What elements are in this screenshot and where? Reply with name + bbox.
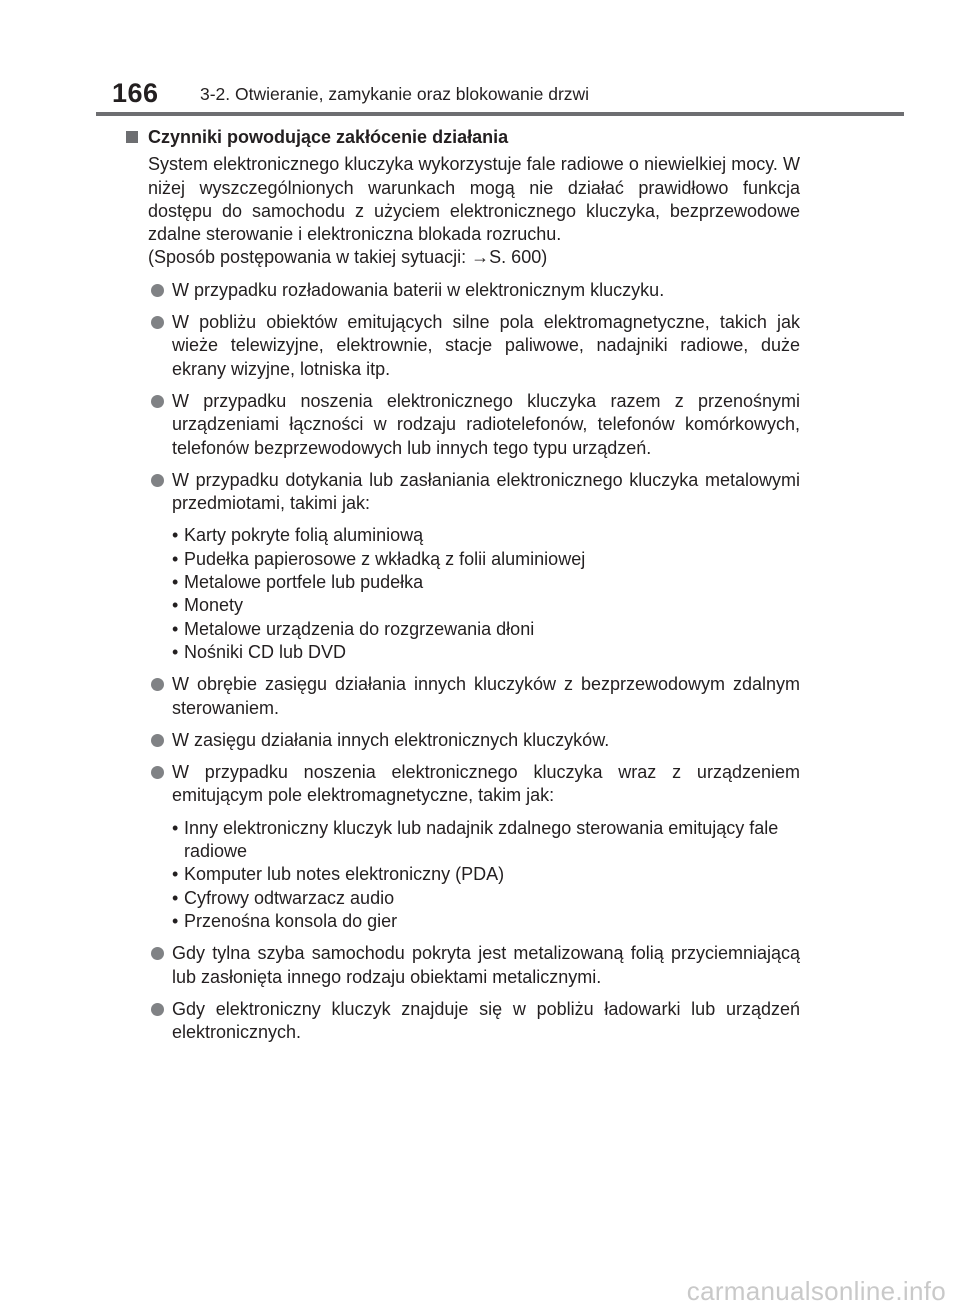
sub-list — [172, 524, 800, 664]
bullet-item — [124, 469, 800, 664]
bullet-list — [124, 279, 800, 1045]
bullet-text: Gdy tylna szyba samochodu pokryta jest metalizowaną folią przyciemniającą lub zasłonięta innego rodzaju obiektami metalicznymi. — [172, 943, 800, 987]
section-heading-text: Czynniki powodujące zakłócenie działania — [148, 127, 509, 147]
bullet-text: W obrębie zasięgu działania innych kluczyków z bezprzewodowym zdalnym sterowaniem. — [172, 674, 800, 718]
sub-list-item: • Cyfrowy odtwarzacz audio — [172, 887, 800, 910]
bullet-item — [124, 942, 800, 989]
dot-icon — [151, 1003, 164, 1016]
dot-icon — [151, 678, 164, 691]
section-heading — [124, 126, 800, 149]
bullet-text: W przypadku rozładowania baterii w elektronicznym kluczyku. — [172, 279, 665, 300]
sub-list-item: • Nośniki CD lub DVD — [172, 641, 800, 664]
bullet-item — [124, 998, 800, 1045]
intro-paragraph — [124, 153, 800, 269]
sub-list-item: • Pudełka papierosowe z wkładką z folii aluminiowej — [172, 548, 800, 571]
dot-icon — [151, 734, 164, 747]
dot-icon — [151, 284, 164, 297]
dot-icon — [151, 316, 164, 329]
bullet-item — [124, 761, 800, 933]
sub-list — [172, 817, 800, 933]
sub-list-item: • Przenośna konsola do gier — [172, 910, 800, 933]
square-icon — [126, 131, 138, 143]
bullet-text: W przypadku dotykania lub zasłaniania elektronicznego kluczyka metalowymi przedmiotami, takimi jak: — [172, 469, 800, 514]
bullet-text: W zasięgu działania innych elektronicznych kluczyków. — [172, 729, 610, 750]
intro-text: System elektronicznego kluczyka wykorzystuje fale radiowe o niewielkiej mocy. W niżej wyszczególnionych warunkach mogą nie działać prawidłowo funkcja dostępu do samochodu z użyciem elektronicznego kluczyka, bezprzewodowe zdalne sterowanie i elektroniczna blokada rozruchu. — [148, 154, 800, 245]
sub-list-item: • Monety — [172, 594, 800, 617]
dot-icon — [151, 947, 164, 960]
watermark: carmanualsonline.info — [686, 1276, 946, 1306]
section-content — [124, 126, 800, 1044]
page-number: 166 — [112, 78, 159, 108]
sub-list-item: • Metalowe portfele lub pudełka — [172, 571, 800, 594]
chapter-title: 3-2. Otwieranie, zamykanie oraz blokowanie drzwi — [200, 84, 590, 104]
dot-icon — [151, 766, 164, 779]
bullet-text: W przypadku noszenia elektronicznego kluczyka razem z przenośnymi urządzeniami łączności w rodzaju radiotelefonów, telefonów komórkowych, telefonów bezprzewodowych lub innych tego typu urządzeń. — [172, 390, 800, 458]
intro-reference: (Sposób postępowania w takiej sytuacji: →S. 600) — [148, 247, 548, 268]
bullet-item — [124, 673, 800, 720]
bullet-item — [124, 390, 800, 460]
page-header — [0, 0, 960, 116]
sub-list-item: • Inny elektroniczny kluczyk lub nadajnik zdalnego sterowania emitujący fale radiowe — [172, 817, 800, 864]
sub-list-item: • Komputer lub notes elektroniczny (PDA) — [172, 863, 800, 886]
bullet-text: W pobliżu obiektów emitujących silne pola elektromagnetyczne, takich jak wieże telewizyjne, elektrownie, stacje paliwowe, nadajniki radiowe, duże ekrany wizyjne, lotniska itp. — [172, 312, 800, 379]
bullet-item — [124, 279, 800, 302]
sub-list-item: • Metalowe urządzenia do rozgrzewania dłoni — [172, 618, 800, 641]
bullet-item — [124, 729, 800, 752]
dot-icon — [151, 474, 164, 487]
bullet-text: Gdy elektroniczny kluczyk znajduje się w pobliżu ładowarki lub urządzeń elektronicznych. — [172, 998, 800, 1043]
bullet-item — [124, 311, 800, 381]
header-rule — [96, 112, 904, 116]
bullet-text: W przypadku noszenia elektronicznego kluczyka wraz z urządzeniem emitującym pole elektromagnetyczne, takim jak: — [172, 762, 800, 806]
sub-list-item: • Karty pokryte folią aluminiową — [172, 524, 800, 547]
dot-icon — [151, 395, 164, 408]
